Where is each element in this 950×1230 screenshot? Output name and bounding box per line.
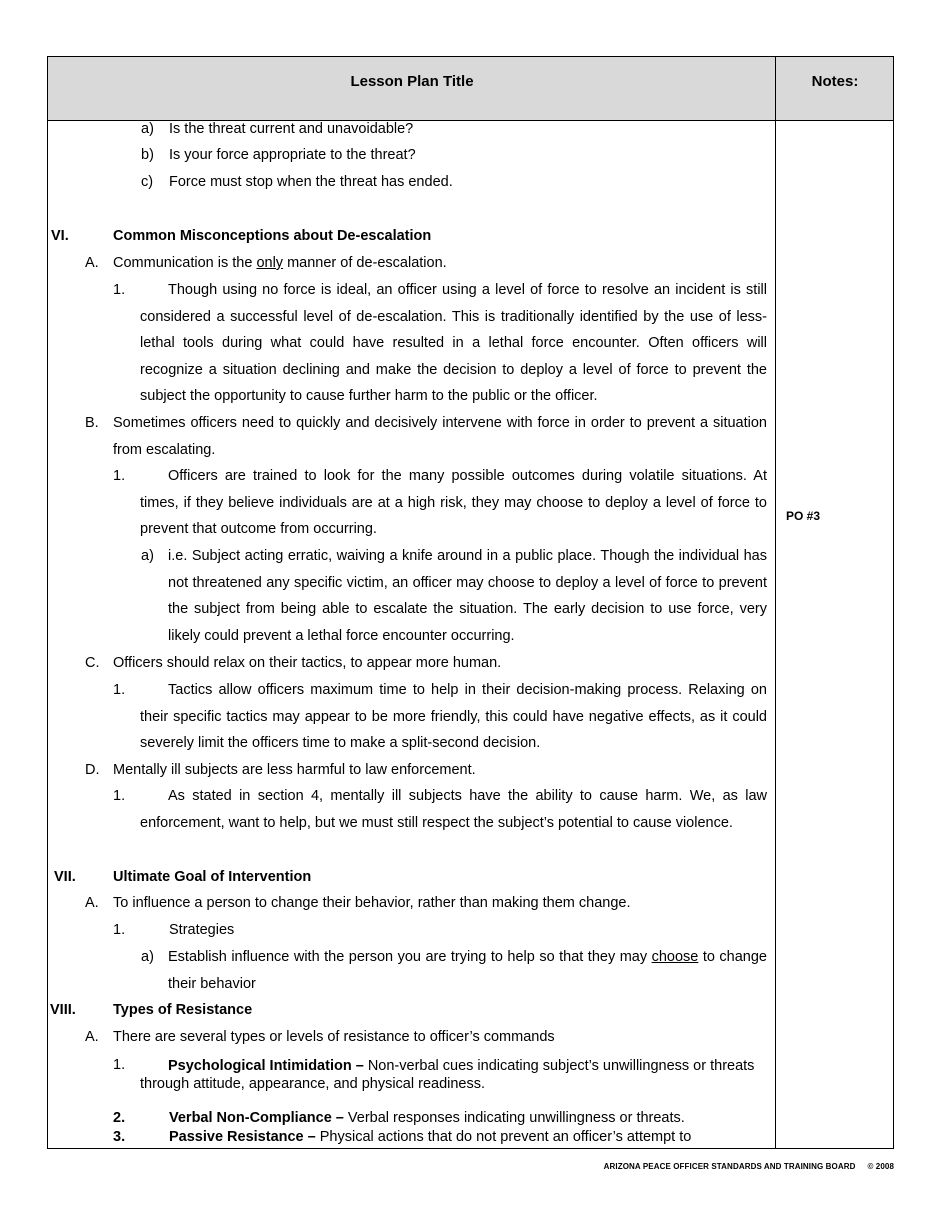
lesson-plan-table (47, 56, 894, 1149)
list-label: c) (141, 174, 154, 190)
performance-objective-note: PO #3 (786, 509, 821, 523)
outline-item: Passive Resistance – Physical actions that do not prevent an officer’s attempt to (169, 1129, 692, 1145)
outline-label: 2. (113, 1110, 126, 1126)
outline-label: 1. (113, 282, 126, 298)
outline-label: 1. (113, 1057, 126, 1073)
outline-item: There are several types or levels of resistance to officer’s commands (113, 1029, 555, 1045)
list-item: Is the threat current and unavoidable? (169, 121, 414, 137)
outline-paragraph: Psychological Intimidation – Non-verbal cues indicating subject’s unwillingness or threats through attitude, appearance, and physical readiness. (140, 1058, 755, 1092)
footer-copyright: © 2008 (867, 1162, 894, 1171)
outline-label: A. (85, 895, 99, 911)
outline-item: Verbal Non-Compliance – Verbal responses indicating unwillingness or threats. (169, 1110, 685, 1126)
footer-organization: ARIZONA PEACE OFFICER STANDARDS AND TRAINING BOARD (603, 1162, 856, 1171)
outline-paragraph: Officers are trained to look for the many possible outcomes during volatile situations. At times, if they believe individuals are at a high risk, they may choose to deploy a level of force to prevent that outcome from occurring. (140, 468, 767, 538)
section-number: VIII. (50, 1002, 76, 1018)
outline-label: a) (141, 548, 154, 564)
outline-label: C. (85, 655, 100, 671)
outline-label: A. (85, 255, 99, 271)
section-heading: Ultimate Goal of Intervention (113, 869, 312, 885)
outline-paragraph: i.e. Subject acting erratic, waiving a knife around in a public place. Though the individual has not threatened any specific victim, an officer may choose to deploy a level of force to prevent the subject from being able to escalate the situation. The early decision to use force, very likely could prevent a lethal force encounter occurring. (168, 548, 767, 644)
list-label: a) (141, 121, 154, 137)
outline-item: To influence a person to change their behavior, rather than making them change. (113, 895, 631, 911)
section-heading: Types of Resistance (113, 1002, 253, 1018)
outline-paragraph: Establish influence with the person you are trying to help so that they may choose to change their behavior (168, 949, 767, 992)
outline-paragraph: Sometimes officers need to quickly and decisively intervene with force in order to prevent a situation from escalating. (113, 415, 767, 458)
outline-label: B. (85, 415, 99, 431)
notes-column-header: Notes: (811, 73, 859, 90)
outline-label: 1. (113, 682, 126, 698)
list-item: Is your force appropriate to the threat? (169, 147, 416, 163)
outline-paragraph: Though using no force is ideal, an officer using a level of force to resolve an incident is still considered a successful level of de-escalation. This is traditionally identified by the use of less-lethal tools during what could have resulted in a lethal force encounter. Often officers will recognize a situation declining and make the decision to deploy a level of force to prevent the subject the opportunity to cause further harm to the public or the officer. (140, 282, 767, 405)
outline-label: D. (85, 762, 100, 778)
table-header (48, 57, 893, 121)
column-divider (775, 57, 776, 1148)
section-number: VI. (51, 228, 69, 244)
outline-label: 1. (113, 788, 126, 804)
outline-label: 1. (113, 922, 126, 938)
outline-label: 1. (113, 468, 126, 484)
outline-paragraph: Tactics allow officers maximum time to help in their decision-making process. Relaxing on their specific tactics may appear to be more friendly, this could have negative effects, as it could severely limit the officers time to make a split-second decision. (140, 682, 767, 752)
outline-item: Communication is the only manner of de-escalation. (113, 255, 447, 271)
lesson-plan-title: Lesson Plan Title (350, 73, 474, 90)
section-number: VII. (54, 869, 76, 885)
outline-label: a) (141, 949, 154, 965)
list-label: b) (141, 147, 154, 163)
outline-paragraph: As stated in section 4, mentally ill subjects have the ability to cause harm. We, as law enforcement, want to help, but we must still respect the subject’s potential to cause violence. (140, 788, 767, 831)
page-footer (604, 1162, 894, 1171)
outline-item: Strategies (169, 922, 235, 938)
section-heading: Common Misconceptions about De-escalation (113, 228, 432, 244)
list-item: Force must stop when the threat has ended. (169, 174, 453, 190)
outline-label: A. (85, 1029, 99, 1045)
outline-item: Mentally ill subjects are less harmful to law enforcement. (113, 762, 476, 778)
outline-label: 3. (113, 1129, 126, 1145)
outline-item: Officers should relax on their tactics, to appear more human. (113, 655, 502, 671)
